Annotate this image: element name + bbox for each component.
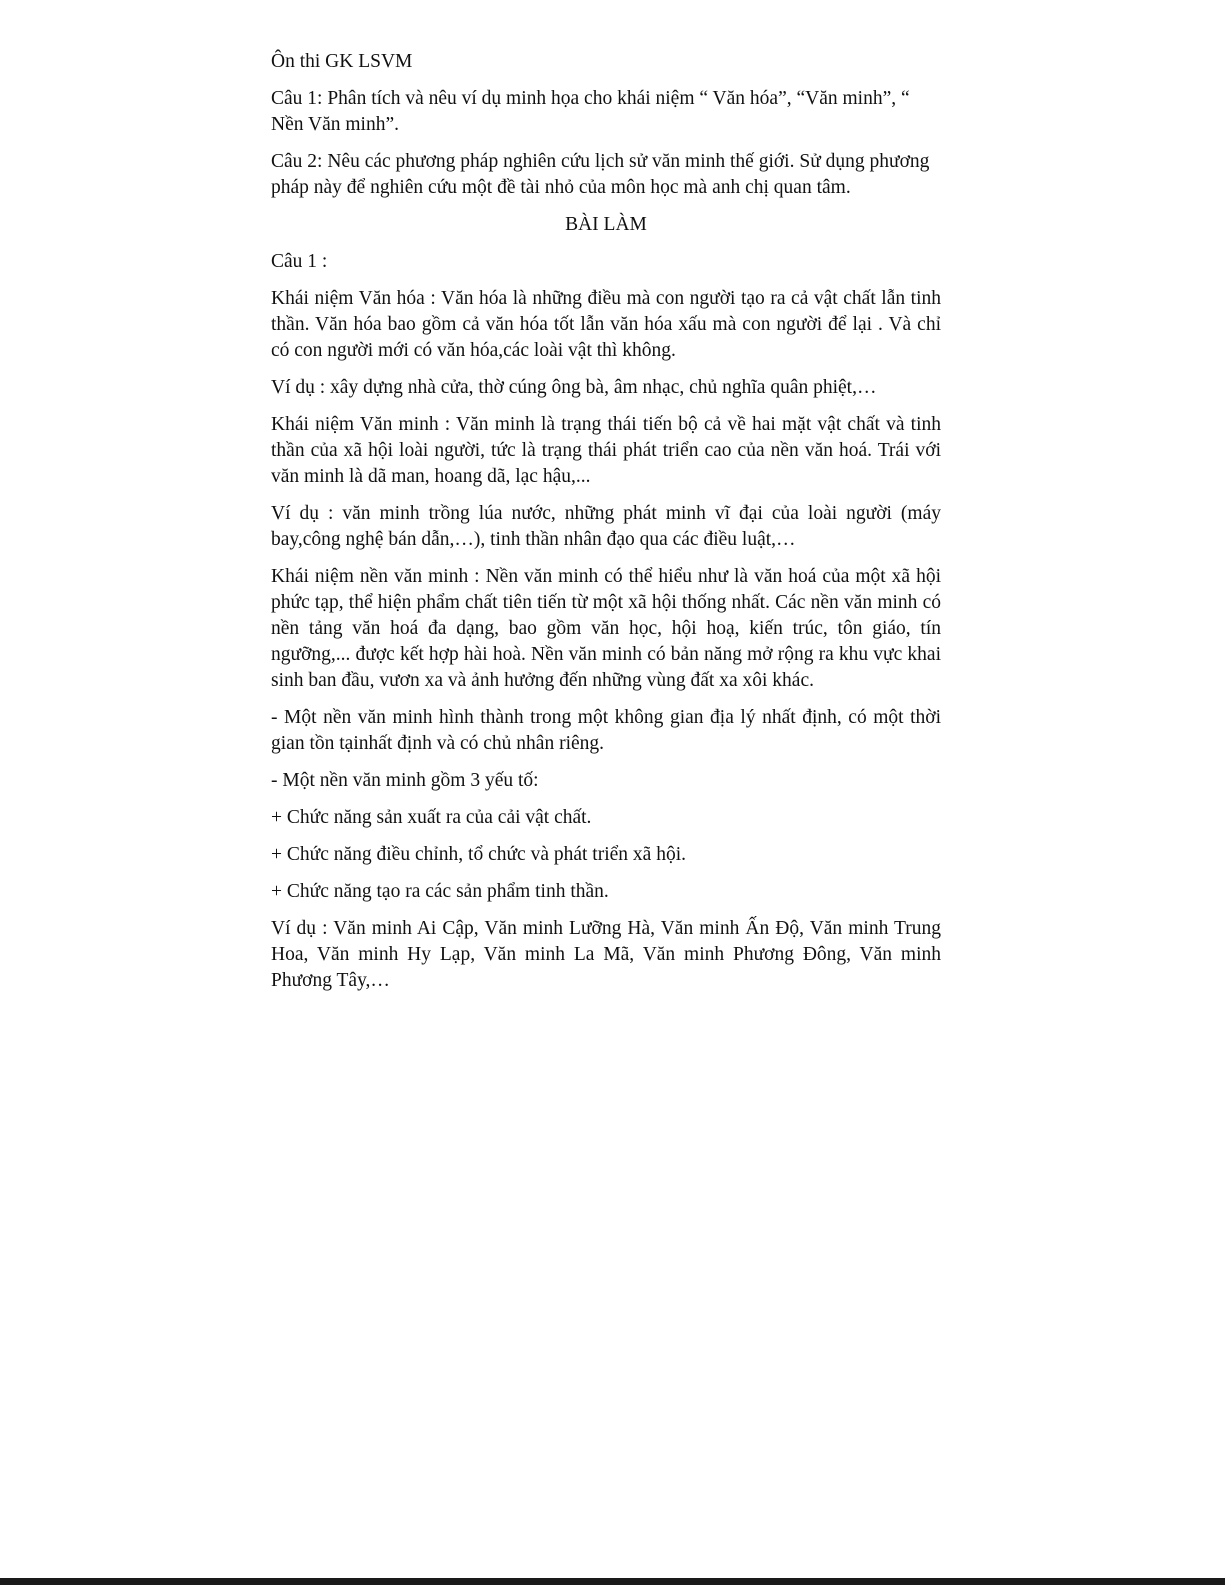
document-body bbox=[271, 49, 941, 1005]
answer-heading: BÀI LÀM bbox=[565, 214, 647, 235]
foundation-point-2: - Một nền văn minh gồm 3 yếu tố: bbox=[271, 770, 539, 791]
foundation-point-1: - Một nền văn minh hình thành trong một không gian địa lý nhất định, có một thời gian tồn tạinhất định và có chủ nhân riêng. bbox=[271, 707, 941, 754]
culture-example: Ví dụ : xây dựng nhà cửa, thờ cúng ông bà, âm nhạc, chủ nghĩa quân phiệt,… bbox=[271, 377, 877, 398]
foundation-definition: Khái niệm nền văn minh : Nền văn minh có thể hiểu như là văn hoá của một xã hội phức tạp, thể hiện phẩm chất tiên tiến từ một xã hội thống nhất. Các nền văn minh có nền tảng văn hoá đa dạng, bao gồm văn học, hội hoạ, kiến trúc, tôn giáo, tín ngưỡng,... được kết hợp hài hoà. Nền văn minh có bản năng mở rộng ra khu vực khai sinh ban đầu, vươn xa và ảnh hưởng đến những vùng đất xa xôi khác. bbox=[271, 566, 941, 691]
bottom-border bbox=[0, 1578, 1225, 1585]
document-title: Ôn thi GK LSVM bbox=[271, 51, 413, 72]
question-2: Câu 2: Nêu các phương pháp nghiên cứu lịch sử văn minh thế giới. Sử dụng phương pháp này để nghiên cứu một đề tài nhỏ của môn học mà anh chị quan tâm. bbox=[271, 151, 930, 198]
civilization-definition: Khái niệm Văn minh : Văn minh là trạng thái tiến bộ cả về hai mặt vật chất và tinh thần của xã hội loài người, tức là trạng thái phát triển cao của nền văn hoá. Trái với văn minh là dã man, hoang dã, lạc hậu,... bbox=[271, 414, 941, 487]
answer-1-label: Câu 1 : bbox=[271, 251, 328, 272]
factor-3: + Chức năng tạo ra các sản phẩm tinh thần. bbox=[271, 881, 609, 902]
question-1: Câu 1: Phân tích và nêu ví dụ minh họa cho khái niệm “ Văn hóa”, “Văn minh”, “ Nền Văn minh”. bbox=[271, 88, 910, 135]
foundation-example: Ví dụ : Văn minh Ai Cập, Văn minh Lưỡng Hà, Văn minh Ấn Độ, Văn minh Trung Hoa, Văn minh Hy Lạp, Văn minh La Mã, Văn minh Phương Đông, Văn minh Phương Tây,… bbox=[271, 918, 941, 991]
culture-definition: Khái niệm Văn hóa : Văn hóa là những điều mà con người tạo ra cả vật chất lẫn tinh thần. Văn hóa bao gồm cả văn hóa tốt lẫn văn hóa xấu mà con người để lại . Và chỉ có con người mới có văn hóa,các loài vật thì không. bbox=[271, 288, 941, 361]
civilization-example: Ví dụ : văn minh trồng lúa nước, những phát minh vĩ đại của loài người (máy bay,công nghệ bán dẫn,…), tinh thần nhân đạo qua các điều luật,… bbox=[271, 503, 941, 550]
factor-1: + Chức năng sản xuất ra của cải vật chất. bbox=[271, 807, 592, 828]
factor-2: + Chức năng điều chỉnh, tổ chức và phát triển xã hội. bbox=[271, 844, 686, 865]
